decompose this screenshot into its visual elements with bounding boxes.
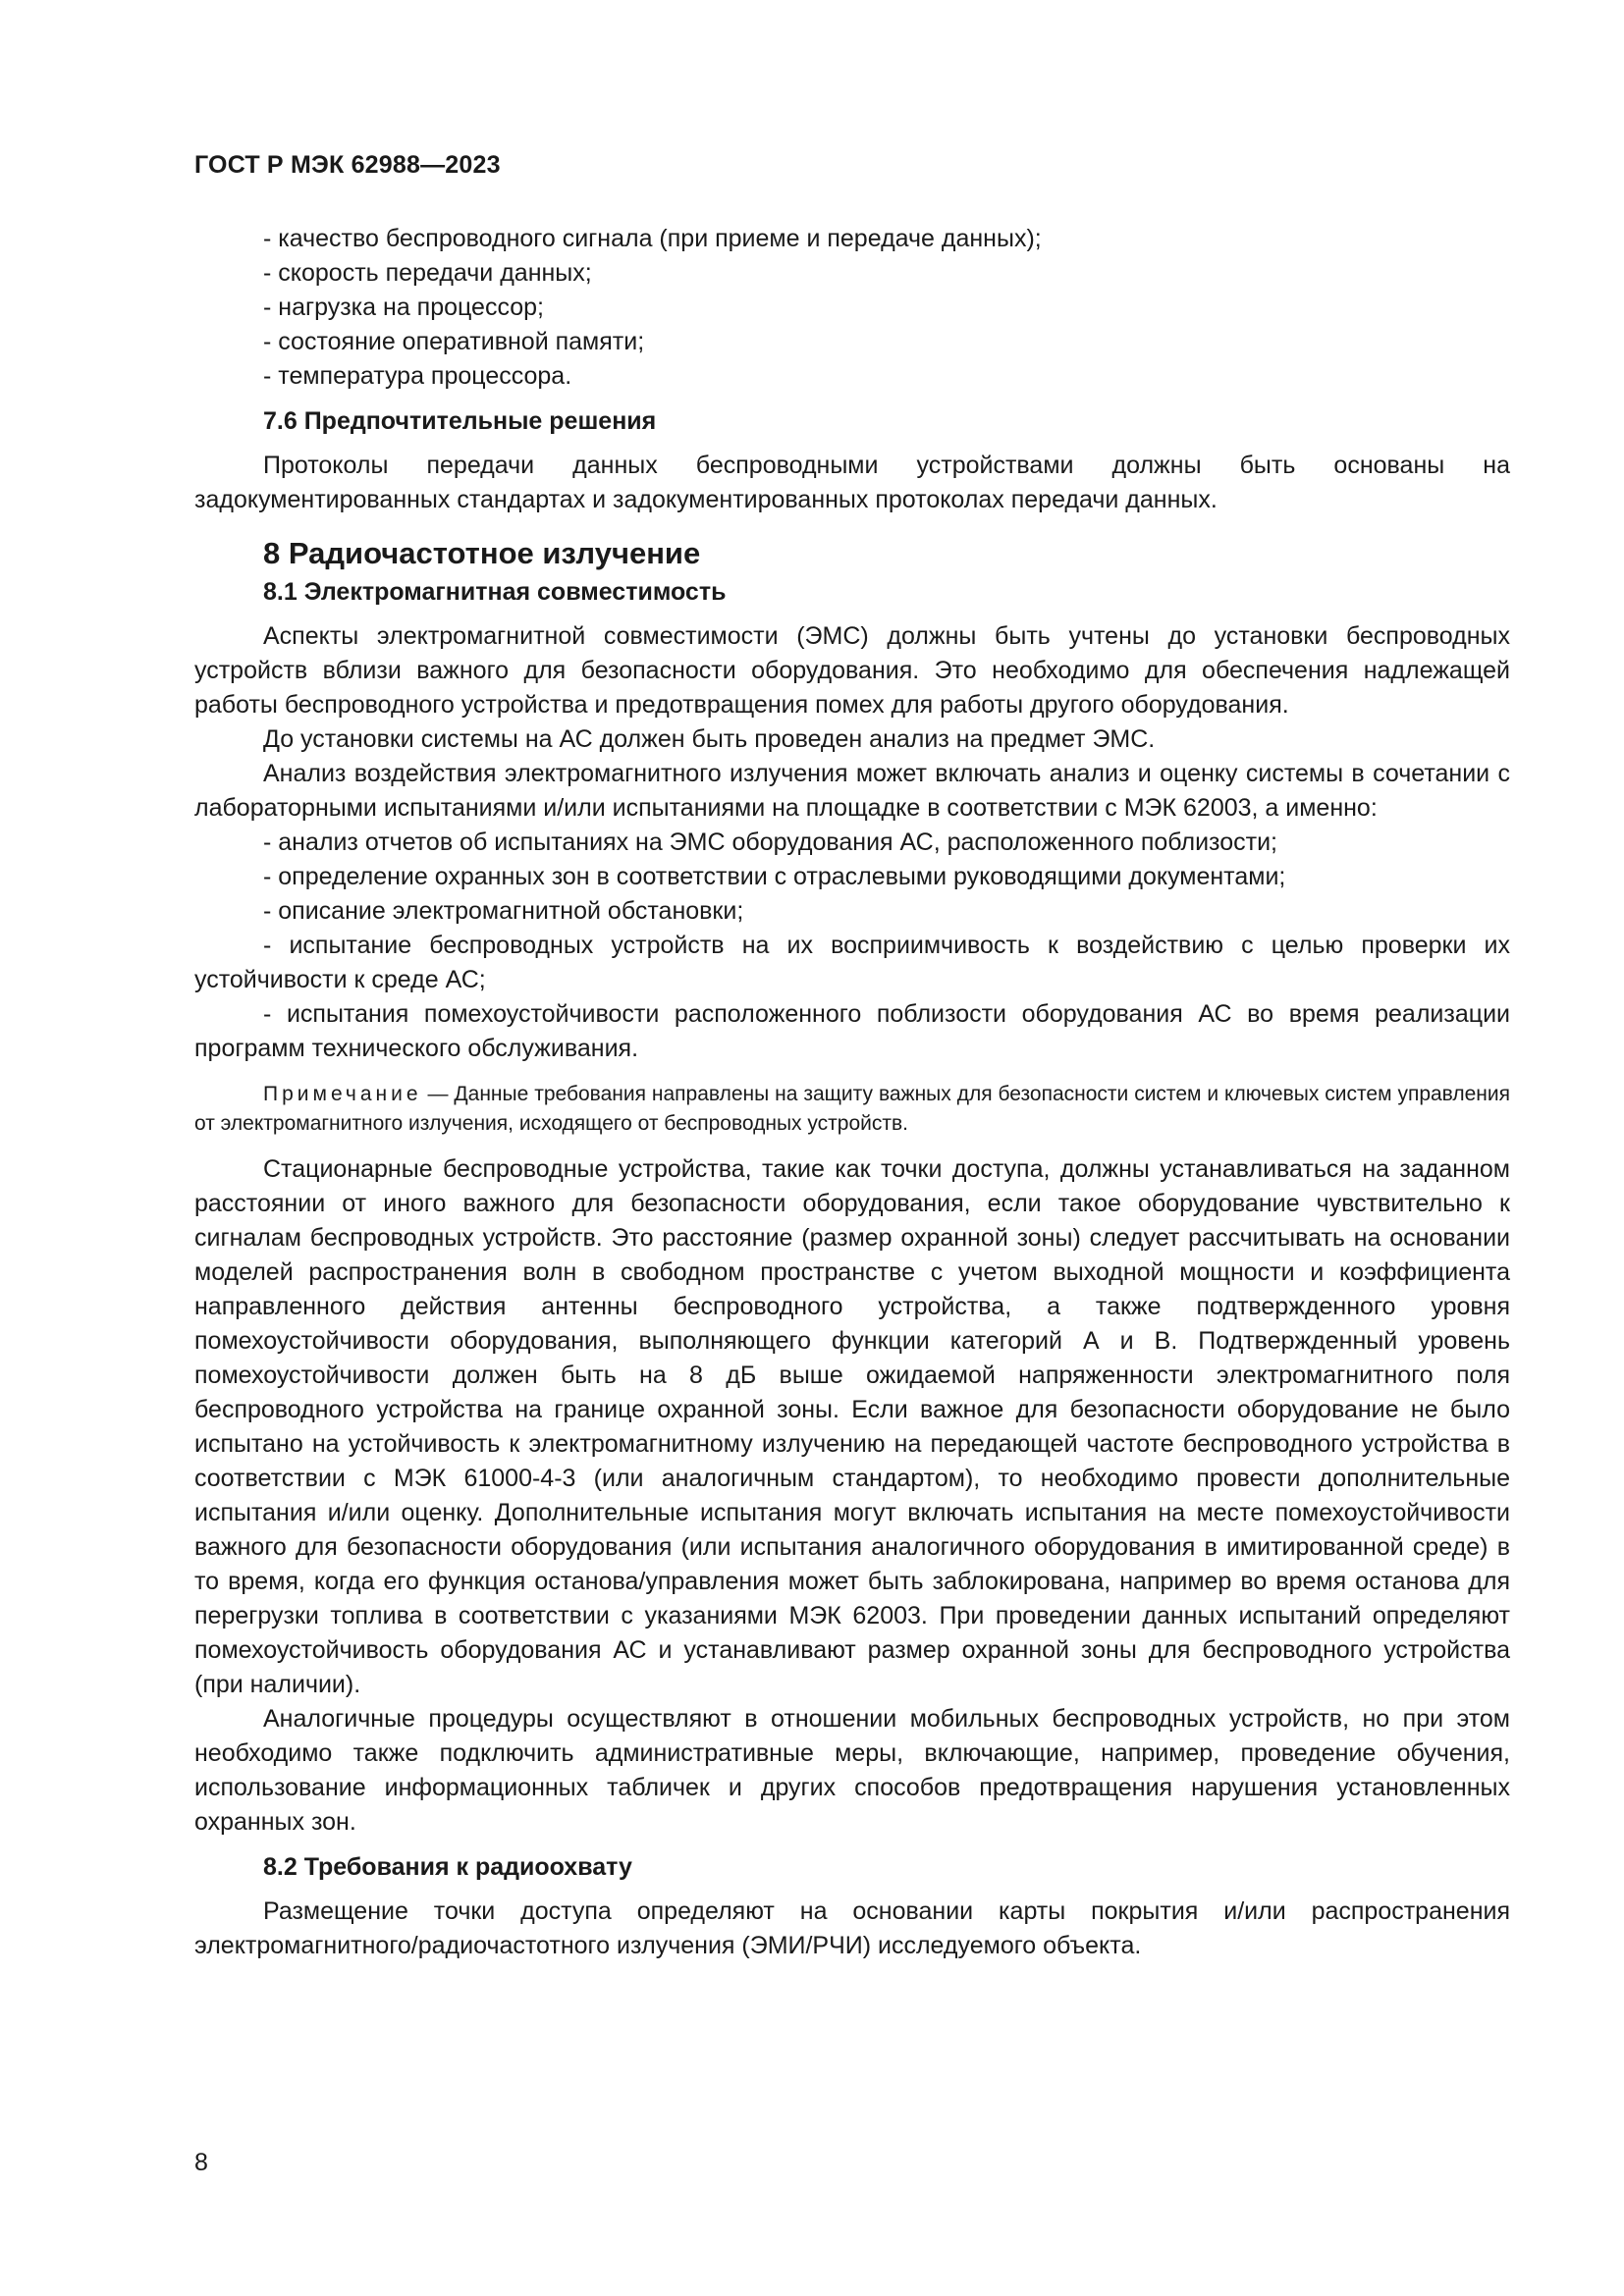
- list-item: - испытания помехоустойчивости расположенного поблизости оборудования АС во время реализации программ технического обслуживания.: [194, 1000, 1510, 1062]
- list-item: - скорость передачи данных;: [263, 259, 592, 287]
- section-7-6-paragraph: Протоколы передачи данных беспроводными устройствами должны быть основаны на задокументированных стандартах и задокументированных протоколах передачи данных.: [194, 452, 1510, 513]
- section-8-2-heading: 8.2 Требования к радиоохвату: [263, 1853, 632, 1881]
- section-8-1-paragraph-4: Стационарные беспроводные устройства, такие как точки доступа, должны устанавливаться на заданном расстоянии от иного важного для безопасности оборудования, если такое оборудование чувствительно к сигналам беспроводных устройств. Это расстояние (размер охранной зоны) следует рассчитывать на основании моделей распространения волн в свободном пространстве с учетом выходной мощности и коэффициента направленного действия антенны беспроводного устройства, а также подтвержденного уровня помехоустойчивости оборудования, выполняющего функции категорий А и В. Подтвержденный уровень помехоустойчивости должен быть на 8 дБ выше ожидаемой напряженности электромагнитного поля беспроводного устройства на границе охранной зоны. Если важное для безопасности оборудование не было испытано на устойчивость к электромагнитному излучению на передающей частоте беспроводного устройства в соответствии с МЭК 61000-4-3 (или аналогичным стандартом), то необходимо провести дополнительные испытания и/или оценку. Дополнительные испытания могут включать испытания на месте помехоустойчивости важного для безопасности оборудования (или испытания аналогичного оборудования в имитированной среде) в то время, когда его функция останова/управления может быть заблокирована, например во время останова для перегрузки топлива в соответствии с указаниями МЭК 62003. При проведении данных испытаний определяют помехоустойчивость оборудования АС и устанавливают размер охранной зоны для беспроводного устройства (при наличии).: [194, 1155, 1510, 1698]
- list-item: - испытание беспроводных устройств на их восприимчивость к воздействию с целью проверки их устойчивости к среде АС;: [194, 932, 1510, 993]
- note-label: Примечание: [263, 1083, 422, 1105]
- section-8-1-paragraph-2: До установки системы на АС должен быть проведен анализ на предмет ЭМС.: [263, 725, 1156, 753]
- section-8-heading: 8 Радиочастотное излучение: [263, 536, 701, 570]
- section-8-2-paragraph: Размещение точки доступа определяют на основании карты покрытия и/или распространения электромагнитного/радиочастотного излучения (ЭМИ/РЧИ) исследуемого объекта.: [194, 1897, 1510, 1959]
- note: [194, 1080, 1510, 1139]
- document-header: ГОСТ Р МЭК 62988—2023: [194, 151, 501, 179]
- list-item: - определение охранных зон в соответствии с отраслевыми руководящими документами;: [263, 863, 1286, 890]
- note-text: — Данные требования направлены на защиту важных для безопасности систем и ключевых систем управления от электромагнитного излучения, исходящего от беспроводных устройств.: [194, 1083, 1510, 1135]
- list-item: - описание электромагнитной обстановки;: [263, 897, 744, 925]
- list-item: - состояние оперативной памяти;: [263, 328, 645, 355]
- page-content: [194, 222, 1510, 1963]
- list-item: - температура процессора.: [263, 362, 572, 390]
- list-item: - нагрузка на процессор;: [263, 294, 544, 321]
- page-number: 8: [194, 2149, 208, 2176]
- section-8-1-heading: 8.1 Электромагнитная совместимость: [263, 578, 727, 606]
- section-8-1-paragraph-5: Аналогичные процедуры осуществляют в отношении мобильных беспроводных устройств, но при этом необходимо также подключить административные меры, включающие, например, проведение обучения, использование информационных табличек и других способов предотвращения нарушения установленных охранных зон.: [194, 1705, 1510, 1836]
- section-8-1-paragraph-3: Анализ воздействия электромагнитного излучения может включать анализ и оценку системы в сочетании с лабораторными испытаниями и/или испытаниями на площадке в соответствии с МЭК 62003, а именно:: [194, 760, 1510, 822]
- section-7-6-heading: 7.6 Предпочтительные решения: [263, 407, 657, 435]
- list-item: - анализ отчетов об испытаниях на ЭМС оборудования АС, расположенного поблизости;: [263, 828, 1277, 856]
- list-item: - качество беспроводного сигнала (при приеме и передаче данных);: [263, 225, 1042, 252]
- section-8-1-paragraph-1: Аспекты электромагнитной совместимости (ЭМС) должны быть учтены до установки беспроводных устройств вблизи важного для безопасности оборудования. Это необходимо для обеспечения надлежащей работы беспроводного устройства и предотвращения помех для работы другого оборудования.: [194, 622, 1510, 719]
